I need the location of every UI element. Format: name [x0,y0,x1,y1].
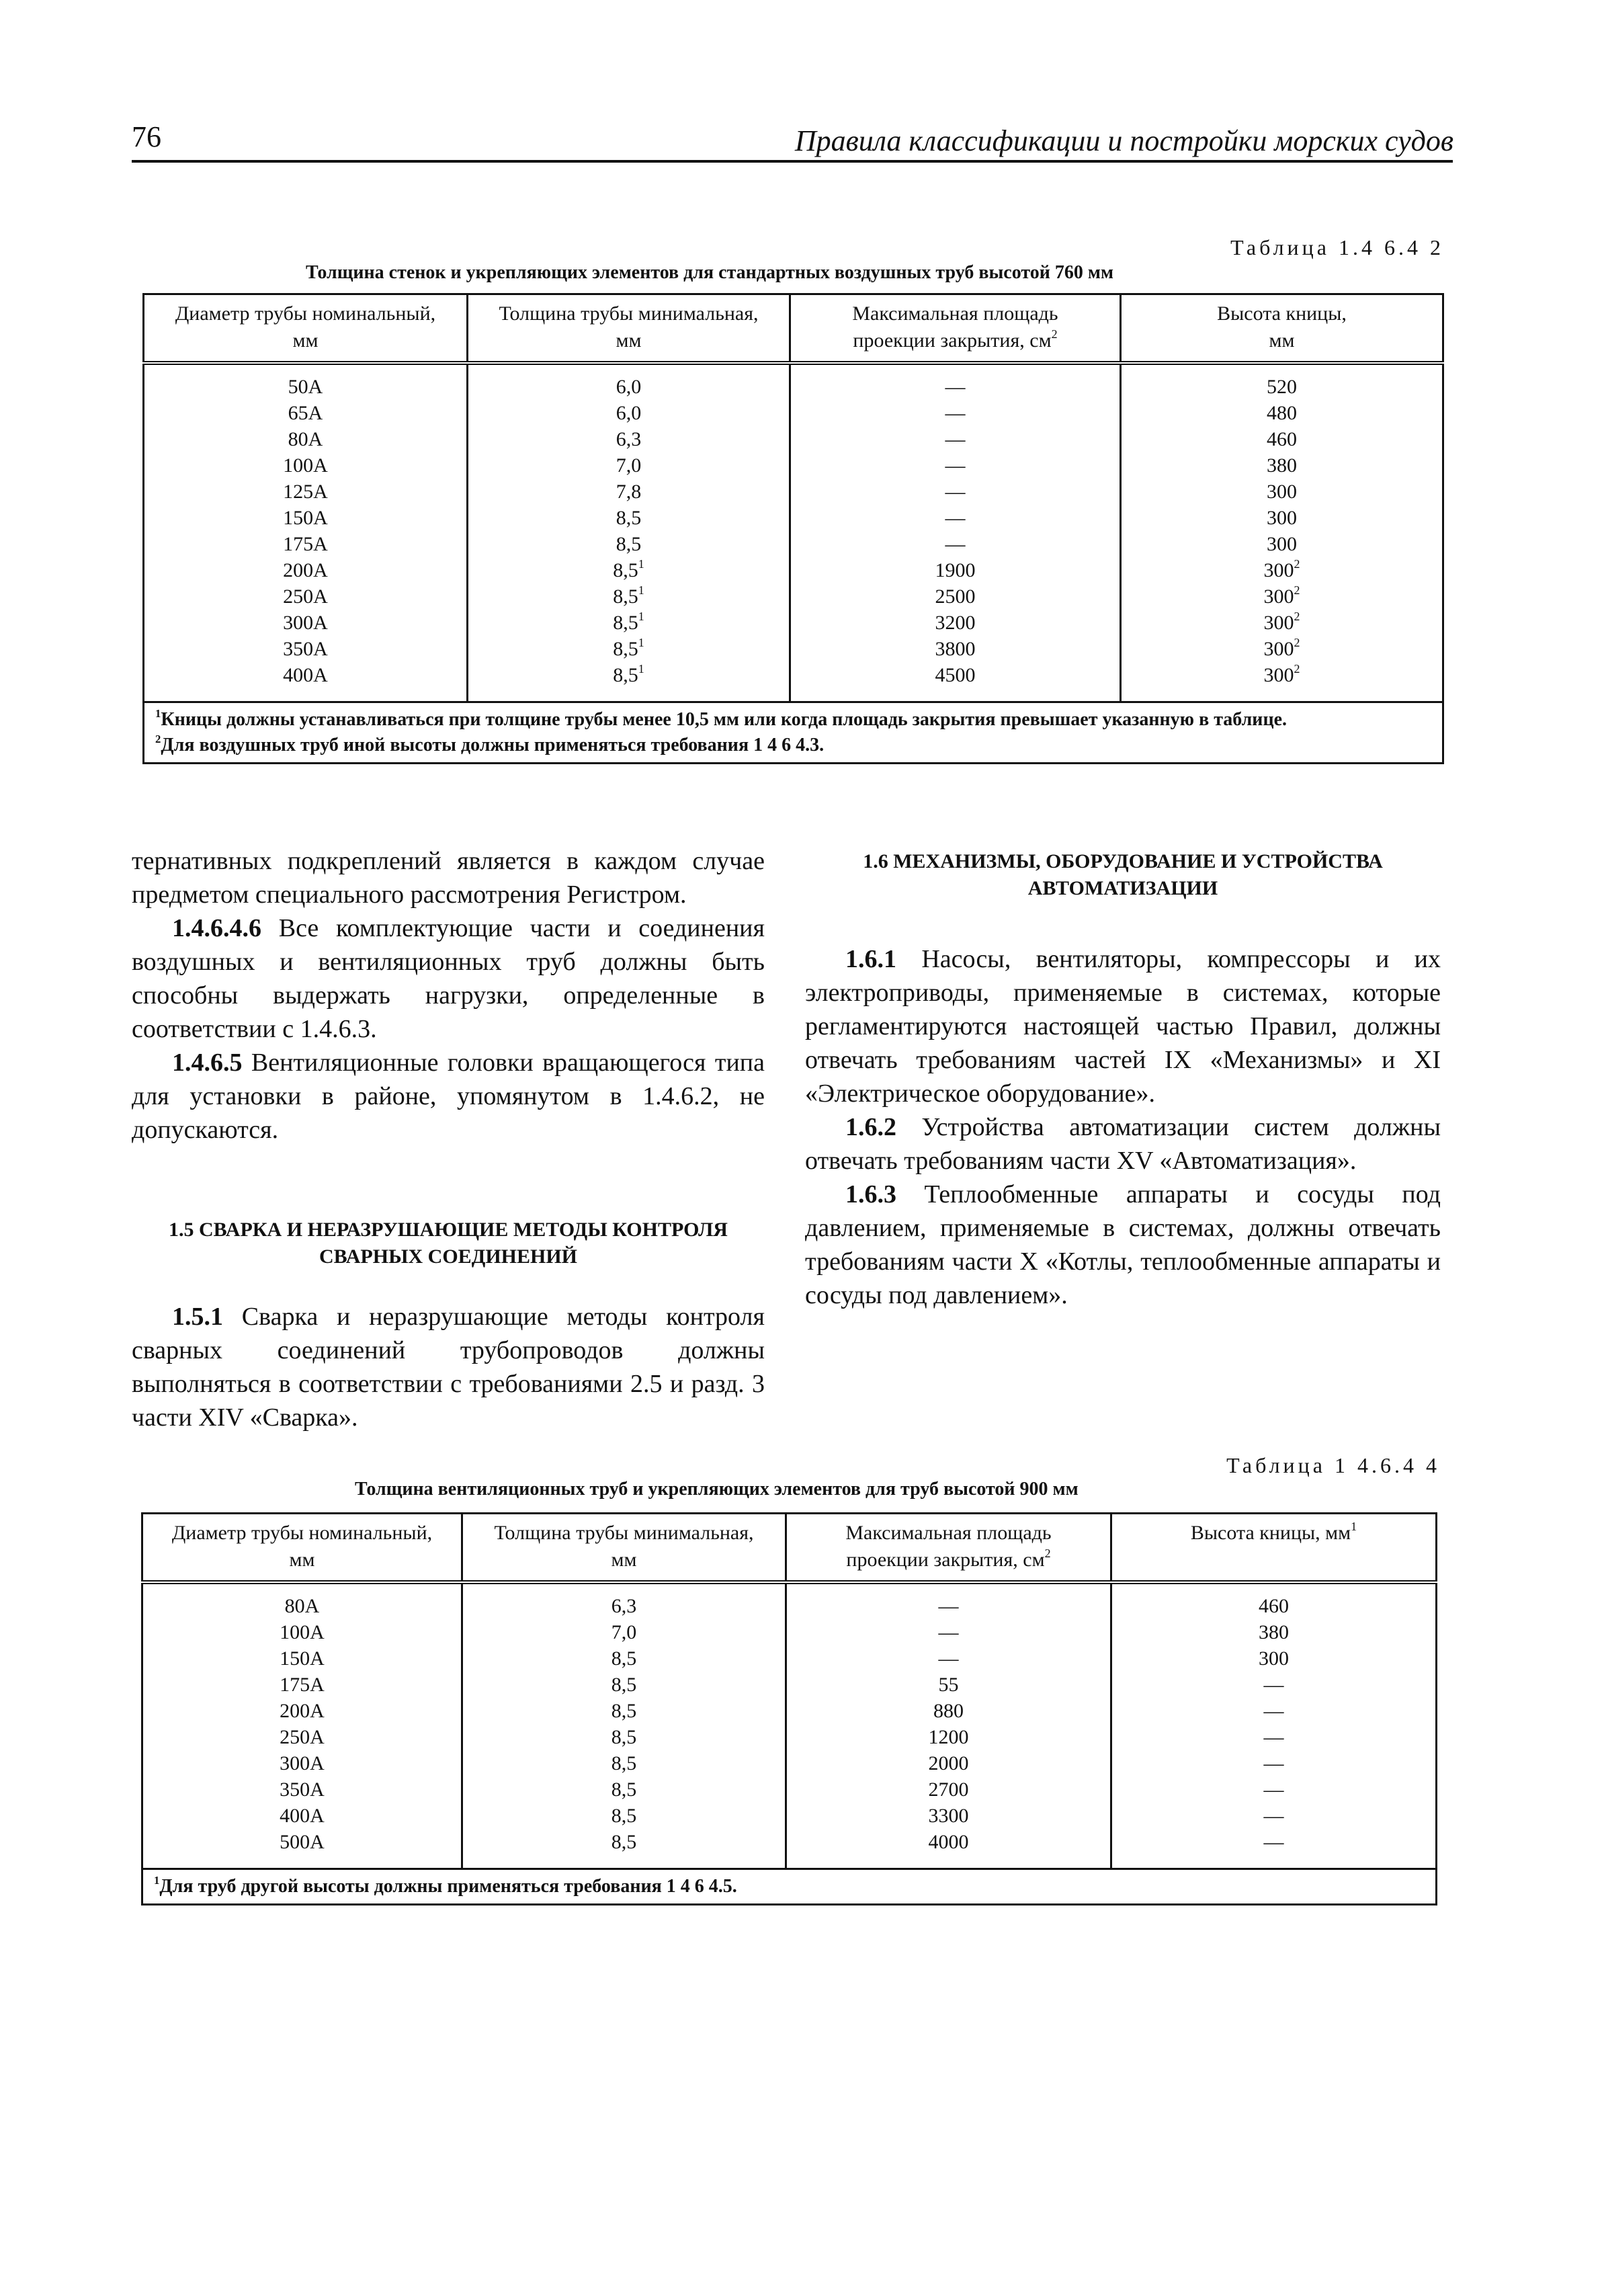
paragraph-continuation: тернативных подкреплений является в каждом случае предметом специального рассмотрения Регистром. [132,847,765,909]
cell-bracket-height: 300 [1121,505,1443,532]
cell-bracket-height: 380 [1111,1620,1437,1646]
cell-bracket-height: — [1111,1830,1437,1856]
cell-diameter: 175A [142,1672,462,1698]
cell-area: 2500 [790,584,1121,610]
cell-bracket-height: 460 [1121,427,1443,453]
cell-bracket-height: $300^2$ [1121,584,1443,610]
cell-bracket-height: 520 [1121,374,1443,401]
cell-diameter: 200A [142,1698,462,1725]
cell-thickness: 7,8 [468,479,790,505]
cell-thickness: 8,5 [462,1698,786,1725]
table1-title: Толщина стенок и укрепляющих элементов для стандартных воздушных труб высотой 760 мм [306,262,1114,283]
left-column [132,844,765,1434]
cell-diameter: 50A [144,374,468,401]
cell-diameter: 125A [144,479,468,505]
cell-thickness: 8,5 [462,1777,786,1803]
paragraph-1-6-3: 1.6.3 Теплообменные аппараты и сосуды под давлением, применяемые в системах, должны отвечать требованиям части X «Котлы, теплообменные аппараты и сосуды под давлением». [805,1180,1441,1309]
cell-bracket-height: $300^2$ [1121,558,1443,584]
cell-area: — [790,479,1121,505]
table-row [144,453,1443,479]
cell-area: 4500 [790,663,1121,689]
table2-label: Таблица 1 4.6.4 4 [1226,1453,1440,1477]
cell-thickness: 8,5 [462,1725,786,1751]
table-row [142,1672,1437,1698]
cell-bracket-height: 380 [1121,453,1443,479]
cell-bracket-height: 460 [1111,1594,1437,1620]
cell-bracket-height: 300 [1121,479,1443,505]
table1-footnotes [144,702,1443,764]
table-row [144,401,1443,427]
table-row [144,637,1443,663]
cell-diameter: 100A [142,1620,462,1646]
paragraph-1-6-1: 1.6.1 Насосы, вентиляторы, компрессоры и их электроприводы, применяемые в системах, которые регламентируются настоящей частью Правил, должны отвечать требованиям частей IX «Механизмы» и XI «Электрическое оборудование». [805,945,1441,1108]
cell-bracket-height: 300 [1121,532,1443,558]
section-1-5-heading: 1.5 СВАРКА И НЕРАЗРУШАЮЩИЕ МЕТОДЫ КОНТРОЛЯ СВАРНЫХ СОЕДИНЕНИЙ [169,1219,728,1268]
cell-thickness: 7,0 [468,453,790,479]
cell-diameter: 400A [142,1803,462,1830]
cell-bracket-height: 300 [1111,1646,1437,1672]
cell-bracket-height: 480 [1121,401,1443,427]
cell-thickness: $8,5^1$ [468,637,790,663]
cell-thickness: 8,5 [462,1830,786,1856]
header-rule [132,160,1453,163]
cell-area: — [786,1620,1111,1646]
paragraph-1-5-1: 1.5.1 Сварка и неразрушающие методы контроля сварных соединений трубопроводов должны выполняться в соответствии с требованиями 2.5 и разд. 3 части XIV «Сварка». [132,1303,765,1432]
table-row [142,1803,1437,1830]
table-row [142,1594,1437,1620]
table2-header-thickness: Толщина трубы минимальная, мм [462,1514,786,1583]
table2-header-diameter: Диаметр трубы номинальный, мм [142,1514,462,1583]
cell-bracket-height: — [1111,1672,1437,1698]
cell-diameter: 300A [144,610,468,637]
cell-bracket-height: — [1111,1751,1437,1777]
cell-area: 2000 [786,1751,1111,1777]
cell-thickness: 8,5 [462,1672,786,1698]
table2-footnote: $^1$Для труб другой высоты должны применяться требования 1 4 6 4.5. [142,1869,1437,1905]
table-row [144,584,1443,610]
cell-thickness: 6,3 [462,1594,786,1620]
paragraph-1-4-6-4-6: 1.4.6.4.6 Все комплектующие части и соединения воздушных и вентиляционных труб должны быть способны выдержать нагрузки, определенные в соответствии с 1.4.6.3. [132,914,765,1043]
cell-area: — [790,427,1121,453]
table-row [142,1620,1437,1646]
table2-title: Толщина вентиляционных труб и укрепляющих элементов для труб высотой 900 мм [355,1479,1079,1500]
table1 [142,293,1444,764]
cell-area: — [790,453,1121,479]
cell-diameter: 150A [144,505,468,532]
cell-diameter: 250A [142,1725,462,1751]
cell-bracket-height: — [1111,1725,1437,1751]
cell-thickness: 6,3 [468,427,790,453]
cell-diameter: 300A [142,1751,462,1777]
cell-diameter: 100A [144,453,468,479]
right-column [805,848,1441,1312]
table-row [142,1830,1437,1856]
table1-header-diameter: Диаметр трубы номинальный, мм [144,294,468,364]
cell-bracket-height: $300^2$ [1121,610,1443,637]
cell-bracket-height: $300^2$ [1121,663,1443,689]
table-row [144,374,1443,401]
table1-header-area: Максимальная площадь проекции закрытия, $см^2$ [790,294,1121,364]
cell-diameter: 65A [144,401,468,427]
cell-area: — [790,401,1121,427]
paragraph-1-4-6-5: 1.4.6.5 Вентиляционные головки вращающегося типа для установки в районе, упомянутом в 1.4.6.2, не допускаются. [132,1049,765,1144]
cell-thickness: $8,5^1$ [468,584,790,610]
cell-thickness: 8,5 [462,1803,786,1830]
cell-thickness: $8,5^1$ [468,610,790,637]
cell-diameter: 175A [144,532,468,558]
table-row [144,558,1443,584]
table-row [142,1646,1437,1672]
table1-header-thickness: Толщина трубы минимальная, мм [468,294,790,364]
cell-area: — [790,532,1121,558]
table-row [144,479,1443,505]
table-row [142,1777,1437,1803]
cell-diameter: 200A [144,558,468,584]
cell-thickness: 8,5 [462,1646,786,1672]
cell-diameter: 350A [142,1777,462,1803]
table-row [144,427,1443,453]
table-row [142,1751,1437,1777]
cell-thickness: 7,0 [462,1620,786,1646]
table-row [142,1698,1437,1725]
cell-diameter: 400A [144,663,468,689]
table-row [144,663,1443,689]
cell-area: 3300 [786,1803,1111,1830]
paragraph-1-6-2: 1.6.2 Устройства автоматизации систем должны отвечать требованиям части XV «Автоматизация». [805,1113,1441,1175]
table1-footnote-1: $^1$Кницы должны устанавливаться при толщине трубы менее 10,5 мм или когда площадь закрытия превышает указанную в таблице. [155,706,1288,730]
table-row [144,610,1443,637]
page-number: 76 [132,120,161,153]
cell-diameter: 150A [142,1646,462,1672]
cell-bracket-height: — [1111,1698,1437,1725]
cell-area: 1200 [786,1725,1111,1751]
cell-area: 3800 [790,637,1121,663]
table2-header-area: Максимальная площадь проекции закрытия, $см^2$ [786,1514,1111,1583]
table2-header-bracket-height: Высота кницы, $мм^1$ [1111,1514,1437,1583]
cell-area: 4000 [786,1830,1111,1856]
cell-diameter: 80A [144,427,468,453]
cell-diameter: 250A [144,584,468,610]
table1-header-bracket-height: Высота кницы, мм [1121,294,1443,364]
cell-area: — [790,374,1121,401]
table1-footnote-2: $^2$Для воздушных труб иной высоты должны применяться требования 1 4 6 4.3. [155,732,825,755]
table-row [144,505,1443,532]
cell-area: — [786,1646,1111,1672]
cell-thickness: 6,0 [468,374,790,401]
cell-area: 880 [786,1698,1111,1725]
cell-area: — [790,505,1121,532]
table1-label: Таблица 1.4 6.4 2 [1230,235,1444,259]
cell-thickness: $8,5^1$ [468,558,790,584]
cell-area: — [786,1594,1111,1620]
cell-thickness: 8,5 [468,505,790,532]
cell-diameter: 500A [142,1830,462,1856]
cell-thickness: 6,0 [468,401,790,427]
cell-thickness: 8,5 [468,532,790,558]
table-row [142,1725,1437,1751]
table2 [141,1512,1437,1905]
cell-thickness: 8,5 [462,1751,786,1777]
cell-diameter: 350A [144,637,468,663]
table-row [144,532,1443,558]
cell-bracket-height: — [1111,1777,1437,1803]
cell-diameter: 80A [142,1594,462,1620]
cell-area: 2700 [786,1777,1111,1803]
cell-bracket-height: $300^2$ [1121,637,1443,663]
cell-bracket-height: — [1111,1803,1437,1830]
cell-area: 1900 [790,558,1121,584]
section-1-6-heading: 1.6 МЕХАНИЗМЫ, ОБОРУДОВАНИЕ И УСТРОЙСТВА АВТОМАТИЗАЦИИ [863,850,1383,899]
cell-thickness: $8,5^1$ [468,663,790,689]
cell-area: 3200 [790,610,1121,637]
cell-area: 55 [786,1672,1111,1698]
running-title: Правила классификации и постройки морских судов [794,124,1453,157]
